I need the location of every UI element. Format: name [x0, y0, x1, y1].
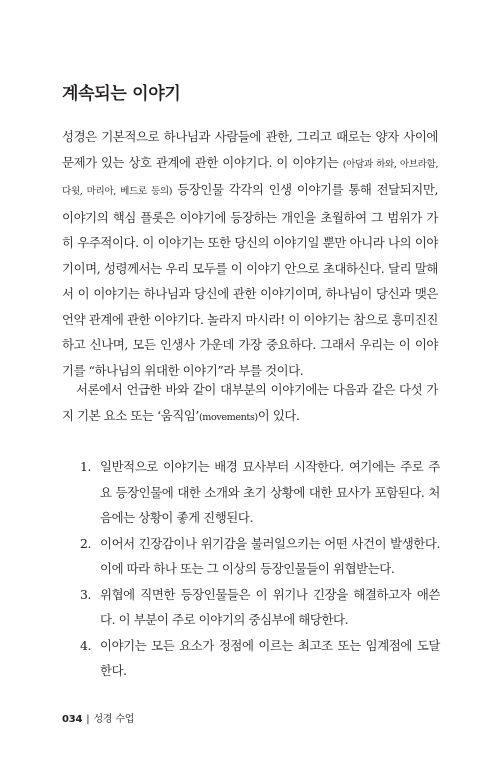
footer-separator: |: [86, 714, 90, 725]
list-item-number: 2.: [80, 535, 92, 551]
story-elements-list: [80, 454, 440, 684]
page-number: 034: [62, 714, 83, 725]
paragraph-2-text-a: 서론에서 언급한 바와 같이 대부분의 이야기에는 다음과 같은 다섯 가지 기본 요소 또는 ‘움직임’: [62, 382, 438, 423]
list-item-number: 1.: [80, 459, 92, 474]
list-item-text: 일반적으로 이야기는 배경 묘사부터 시작한다. 여기에는 주로 주요 등장인물에 대한 소개와 초기 상황에 대한 묘사가 포함된다. 처음에는 상황이 좋게 진행된다.: [100, 459, 440, 525]
book-title: 성경 수업: [93, 714, 135, 725]
list-item-number: 3.: [80, 586, 92, 602]
paragraph-1-parenthetical: (아담과 하와, 아브라함, 다윗, 마리아, 베드로 등의): [62, 158, 439, 197]
list-item: [80, 582, 440, 633]
list-item: [80, 633, 440, 684]
paragraph-2: [62, 377, 438, 430]
page-footer: [62, 710, 134, 725]
list-item: [80, 454, 440, 531]
paragraph-2-parenthetical: (movements): [198, 411, 258, 423]
paragraph-1: [62, 124, 438, 383]
list-item: [80, 531, 440, 582]
paragraph-1-text-a: 성경은 기본적으로 하나님과 사람들에 관한, 그리고 때로는 양자 사이에 문제가 있는 상호 관계에 관한 이야기다. 이 이야기는: [62, 129, 438, 170]
paragraph-2-text-b: 이 있다.: [257, 407, 300, 423]
list-item-text: 이야기는 모든 요소가 정점에 이르는 최고조 또는 임계점에 도달한다.: [100, 637, 440, 678]
list-item-text: 위협에 직면한 등장인물들은 이 위기나 긴장을 해결하고자 애쓴다. 이 부분이 주로 이야기의 중심부에 해당한다.: [100, 586, 440, 627]
list-item-text: 이어서 긴장감이나 위기감을 불러일으키는 어떤 사건이 발생한다. 이에 따라 하나 또는 그 이상의 등장인물들이 위협받는다.: [100, 535, 440, 576]
section-heading: 계속되는 이야기: [62, 84, 181, 104]
paragraph-1-text-b: 등장인물 각각의 인생 이야기를 통해 전달되지만, 이야기의 핵심 플롯은 이야기에 등장하는 개인을 초월하여 그 범위가 가히 우주적이다. 이 이야기는 또한 당신의 이야기일 뿐만 아니라 나의 이야기이며, 성령께서는 우리 모두를 이 이야기 안으로 초대하신다. 달리 말해서 이 이야기는 하나님과 당신에 관한 이야기이며, 하나님이 당신과 맺은 언약 관계에 관한 이야기다. 놀라지 마시라! 이 이야기는 참으로 흥미진진하고 신나며, 모든 인생사 가운데 가장 중요하다. 그래서 우리는 이 이야기를 “하나님의 위대한 이야기”라 부를 것이다.: [62, 182, 438, 378]
list-item-number: 4.: [80, 637, 92, 653]
